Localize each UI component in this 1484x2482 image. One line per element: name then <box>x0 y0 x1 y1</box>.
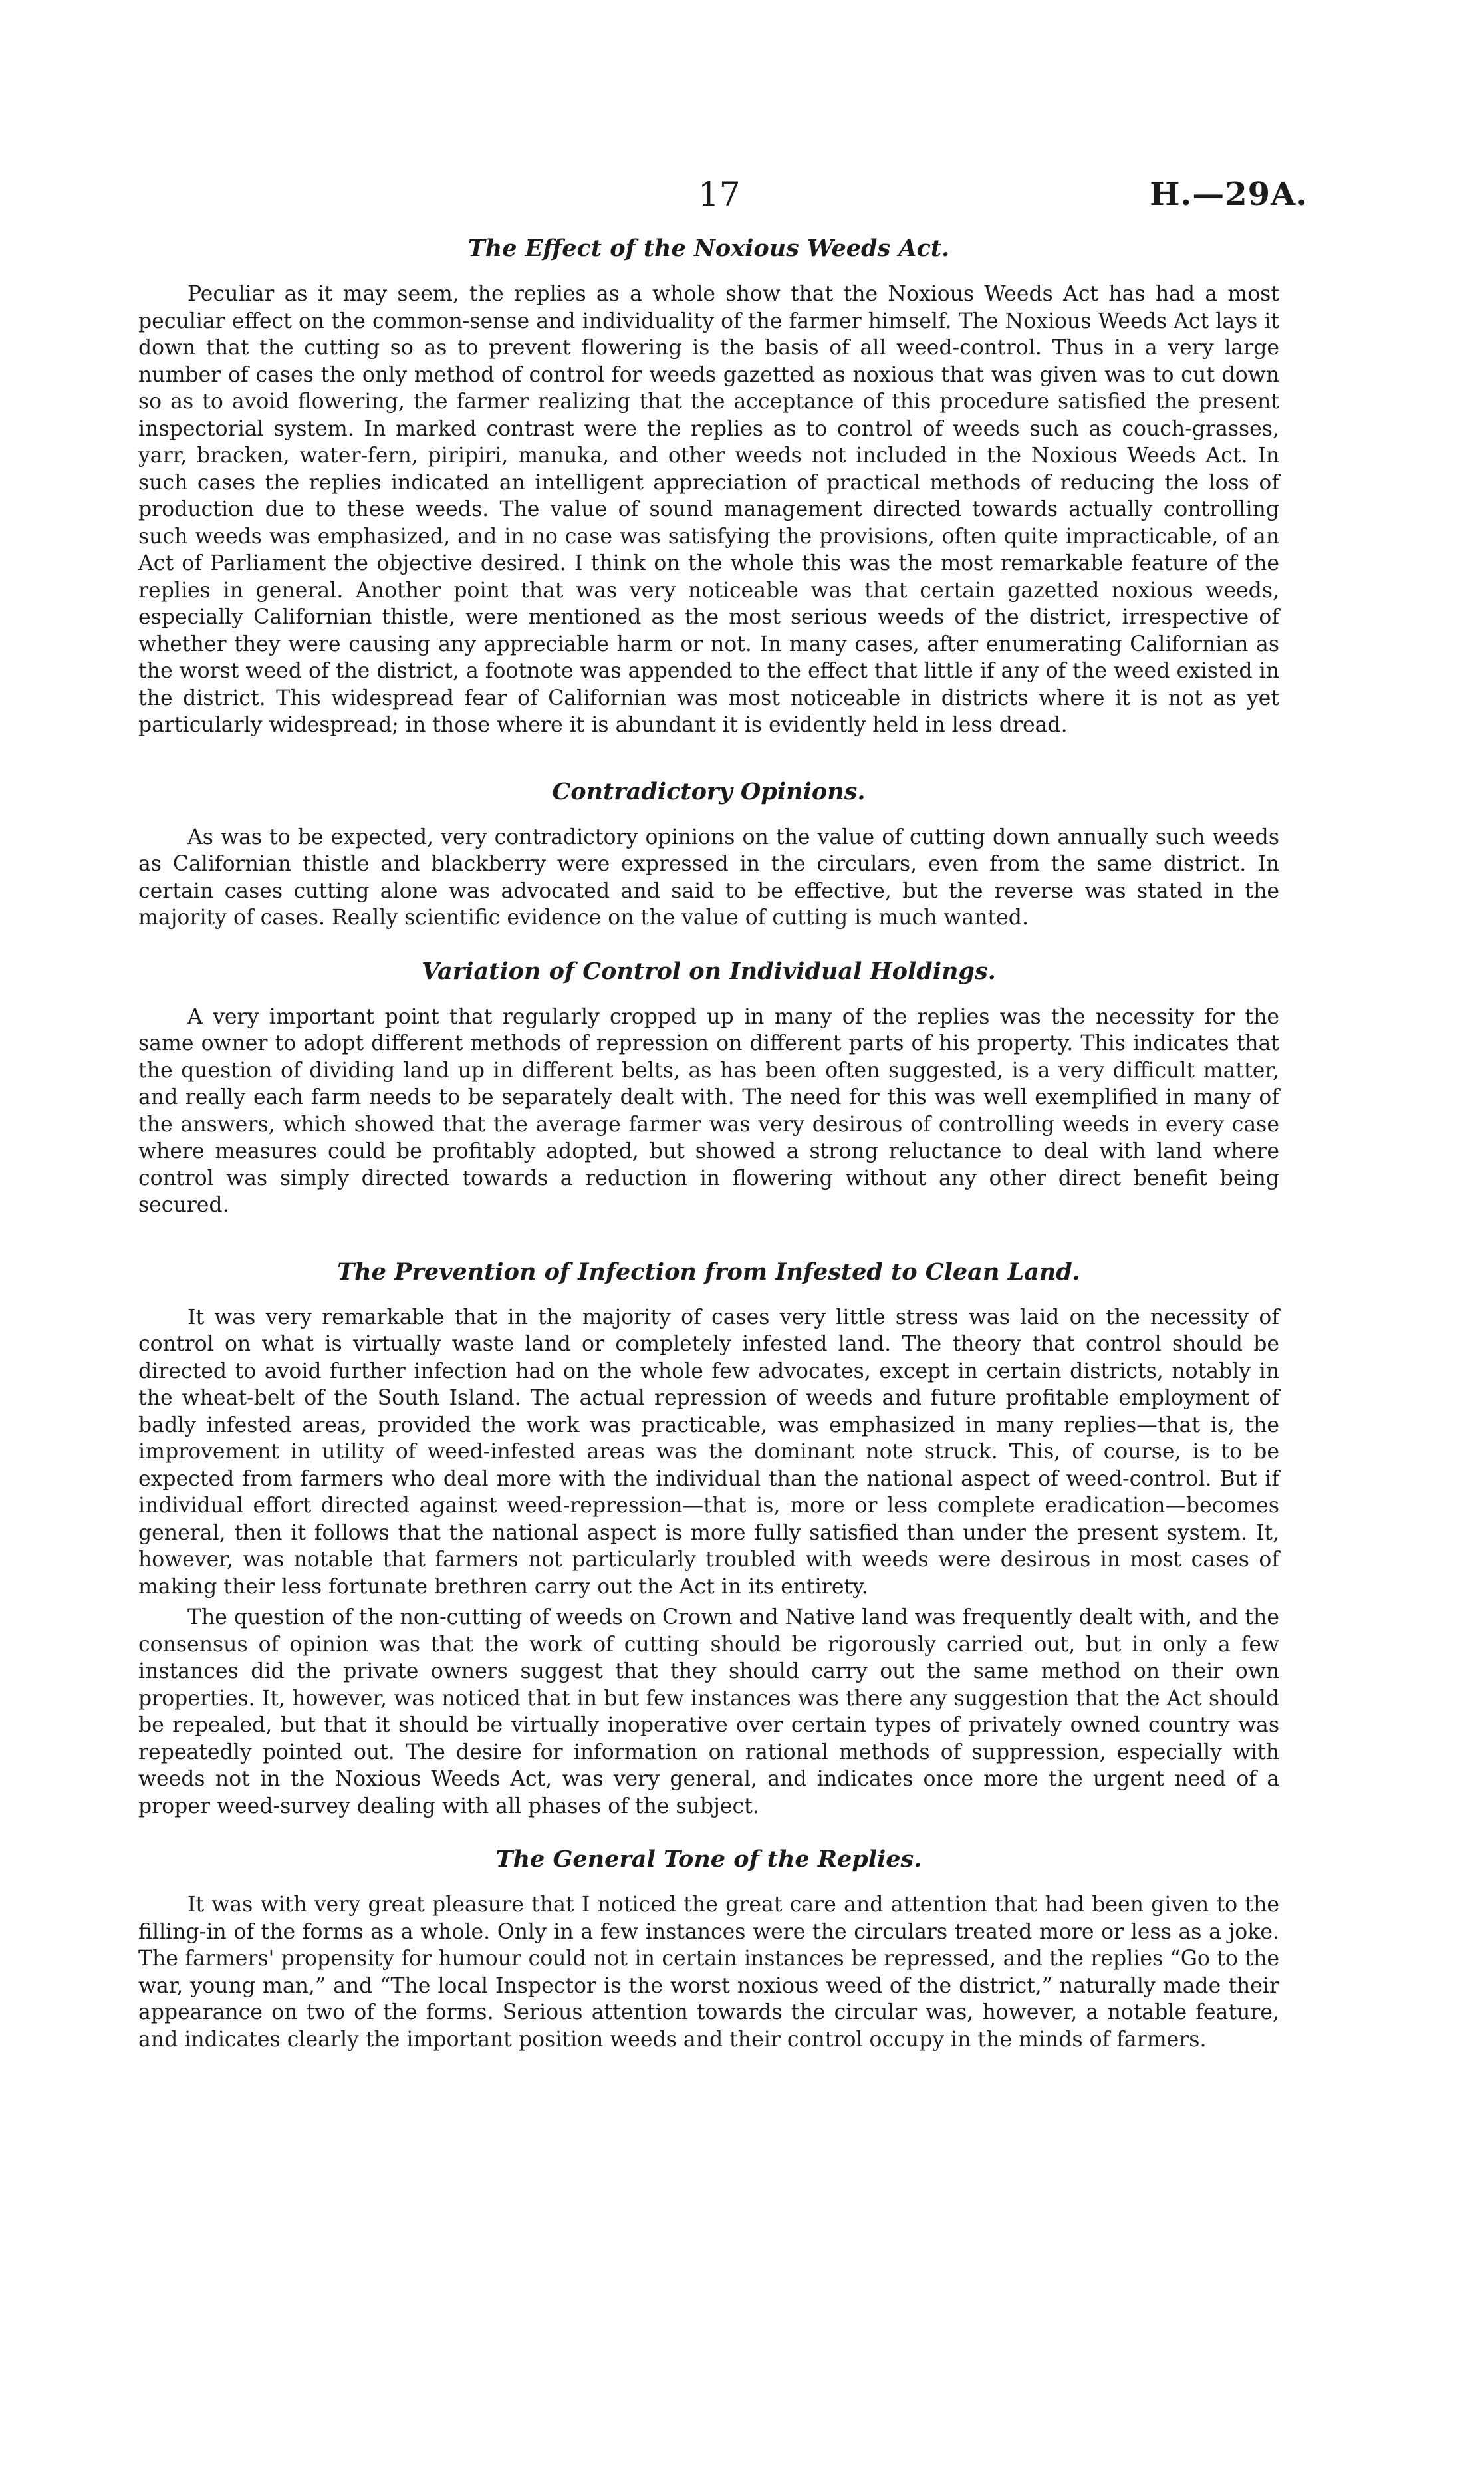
section-heading: Variation of Control on Individual Holdings. <box>422 957 996 985</box>
section-heading: The General Tone of the Replies. <box>495 1846 922 1873</box>
paragraph: Peculiar as it may seem, the replies as a whole show that the Noxious Weeds Act has had a most peculiar effect on the common-sense and individuality of the farmer himself. The Noxious Weeds Act lays it down that the cutting so as to prevent flowering is the basis of all weed-control. Thus in a very large number of cases the only method of control for weeds gazetted as noxious that was given was to cut down so as to avoid flowering, the farmer realizing that the acceptance of this procedure satisfied the present inspectorial system. In marked contrast were the replies as to control of weeds such as couch-grasses, yarr, bracken, water-fern, piripiri, manuka, and other weeds not included in the Noxious Weeds Act. In such cases the replies indicated an intelligent appreciation of practical methods of reducing the loss of production due to these weeds. The value of sound management directed towards actually controlling such weeds was emphasized, and in no case was satisfying the provisions, often quite impracticable, of an Act of Parliament the objective desired. I think on the whole this was the most remarkable feature of the replies in general. Another point that was very noticeable was that certain gazetted noxious weeds, especially Californian thistle, were mentioned as the most serious weeds of the district, irrespective of whether they were causing any appreciable harm or not. In many cases, after enumerating Californian as the worst weed of the district, a footnote was appended to the effect that little if any of the weed existed in the district. This widespread fear of Californian was most noticeable in districts where it is not as yet particularly widespread; in those where it is abundant it is evidently held in less dread. <box>138 282 1279 737</box>
paragraph: As was to be expected, very contradictory opinions on the value of cutting down annually such weeds as Californian thistle and blackberry were expressed in the circulars, even from the same district. In certain cases cutting alone was advocated and said to be effective, but the reverse was stated in the majority of cases. Really scientific evidence on the value of cutting is much wanted. <box>138 825 1279 930</box>
paragraph: It was with very great pleasure that I noticed the great care and attention that had been given to the filling-in of the forms as a whole. Only in a few instances were the circulars treated more or less as a joke. The farmers' propensity for humour could not in certain instances be repressed, and the replies “Go to the war, young man,” and “The local Inspector is the worst noxious weed of the district,” naturally made their appearance on two of the forms. Serious attention towards the circular was, however, a notable feature, and indicates clearly the important position weeds and their control occupy in the minds of farmers. <box>138 1893 1279 2052</box>
section-contradictory-opinions <box>138 776 1279 932</box>
section-general-tone-of-replies <box>138 1844 1279 2053</box>
paragraph: A very important point that regularly cropped up in many of the replies was the necessity for the same owner to adopt different methods of repression on different parts of his property. This indicates that the question of dividing land up in different belts, as has been often suggested, is a very difficult matter, and really each farm needs to be separately dealt with. The need for this was well exemplified in many of the answers, which showed that the average farmer was very desirous of controlling weeds in every case where measures could be profitably adopted, but showed a strong reluctance to deal with land where control was simply directed towards a reduction in flowering without any other direct benefit being secured. <box>138 1004 1279 1217</box>
document-reference: H.—29A. <box>1150 176 1308 213</box>
page-number: 17 <box>698 175 741 213</box>
section-prevention-of-infection <box>138 1256 1279 1820</box>
page-body <box>138 233 1279 2053</box>
section-heading: The Effect of the Noxious Weeds Act. <box>467 235 950 262</box>
section-heading: The Prevention of Infection from Infested to Clean Land. <box>337 1258 1080 1286</box>
section-heading: Contradictory Opinions. <box>552 777 866 805</box>
paragraph: It was very remarkable that in the majority of cases very little stress was laid on the necessity of control on what is virtually waste land or completely infested land. The theory that control should be directed to avoid further infection had on the whole few advocates, except in certain districts, notably in the wheat-belt of the South Island. The actual repression of weeds and future profitable employment of badly infested areas, provided the work was practicable, was emphasized in many replies—that is, the improvement in utility of weed-infested areas was the dominant note struck. This, of course, is to be expected from farmers who deal more with the individual than the national aspect of weed-control. But if individual effort directed against weed-repression—that is, more or less complete eradication—becomes general, then it follows that the national aspect is more fully satisfied than under the present system. It, however, was notable that farmers not particularly troubled with weeds were desirous in most cases of making their less fortunate brethren carry out the Act in its entirety. <box>138 1305 1279 1599</box>
paragraph: The question of the non-cutting of weeds on Crown and Native land was frequently dealt with, and the consensus of opinion was that the work of cutting should be rigorously carried out, but in only a few instances did the private owners suggest that they should carry out the same method on their own properties. It, however, was noticed that in but few instances was there any suggestion that the Act should be repealed, but that it should be virtually inoperative over certain types of privately owned country was repeatedly pointed out. The desire for information on rational methods of suppression, especially with weeds not in the Noxious Weeds Act, was very general, and indicates once more the urgent need of a proper weed-survey dealing with all phases of the subject. <box>138 1605 1279 1818</box>
section-variation-of-control <box>138 956 1279 1219</box>
section-effect-of-noxious-weeds-act <box>138 233 1279 739</box>
